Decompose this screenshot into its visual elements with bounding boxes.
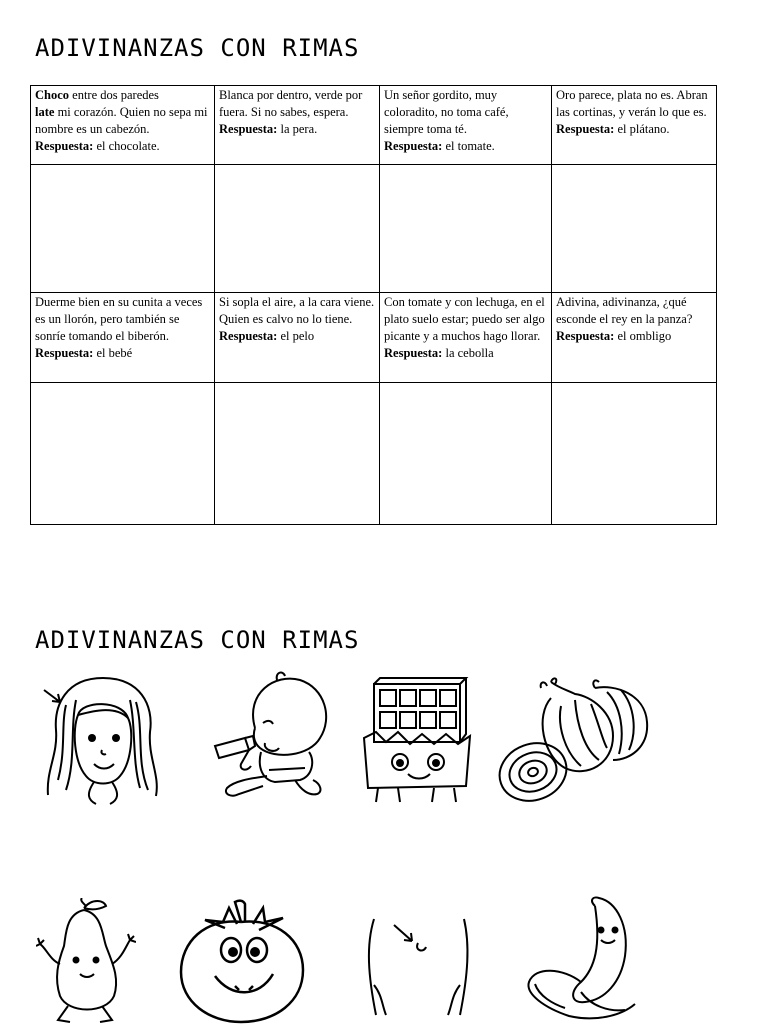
- riddle-cell-onion: [380, 293, 552, 383]
- answer-label: Respuesta:: [384, 139, 443, 153]
- riddles-table: [30, 85, 717, 525]
- drawing-cell[interactable]: [380, 383, 552, 525]
- riddle-bold-word: late: [35, 105, 55, 119]
- answer-text: el ombligo: [614, 329, 672, 343]
- riddle-cell-navel: [552, 293, 717, 383]
- drawing-cell[interactable]: [552, 165, 717, 293]
- answer-label: Respuesta:: [219, 122, 278, 136]
- riddle-cell-tomato: [380, 86, 552, 165]
- riddle-text: Oro parece, plata no es. Abran las cortinas, y verán lo que es.: [556, 88, 708, 119]
- answer-text: la pera.: [277, 122, 318, 136]
- answer-text: el bebé: [93, 346, 133, 360]
- drawing-cell[interactable]: [552, 383, 717, 525]
- answer-label: Respuesta:: [384, 346, 443, 360]
- answer-text: el plátano.: [614, 122, 670, 136]
- riddle-text: entre dos paredes: [69, 88, 159, 102]
- drawing-cell[interactable]: [215, 383, 380, 525]
- drawing-cell[interactable]: [380, 165, 552, 293]
- girl-hair-icon: [36, 670, 171, 805]
- riddle-text: Un señor gordito, muy coloradito, no toma café, siempre toma té.: [384, 88, 509, 136]
- riddle-bold-word: Choco: [35, 88, 70, 102]
- riddle-text: Duerme bien en su cunita a veces es un llorón, pero también se sonríe tomando el biberón.: [35, 295, 203, 343]
- pear-icon: [36, 898, 136, 1024]
- riddle-text: mi corazón. Quien no sepa mi nombre es un cabezón.: [35, 105, 208, 136]
- riddle-cell-banana: [552, 86, 717, 165]
- answer-text: el chocolate.: [93, 139, 160, 153]
- answer-label: Respuesta:: [556, 329, 615, 343]
- riddles-row: [31, 86, 717, 165]
- answer-text: la cebolla: [442, 346, 494, 360]
- drawing-row: [31, 383, 717, 525]
- drawing-cell[interactable]: [215, 165, 380, 293]
- drawing-row: [31, 165, 717, 293]
- answer-label: Respuesta:: [35, 139, 94, 153]
- riddle-cell-hair: [215, 293, 380, 383]
- riddle-text: Blanca por dentro, verde por fuera. Si no sabes, espera.: [219, 88, 363, 119]
- answer-label: Respuesta:: [35, 346, 94, 360]
- banana-icon: [525, 896, 645, 1022]
- riddle-cell-pear: [215, 86, 380, 165]
- answer-label: Respuesta:: [219, 329, 278, 343]
- riddle-cell-chocolate: [31, 86, 215, 165]
- riddles-row: [31, 293, 717, 383]
- drawing-cell[interactable]: [31, 165, 215, 293]
- page-title: ADIVINANZAS CON RIMAS: [35, 34, 360, 62]
- onions-icon: [495, 676, 655, 806]
- riddle-text: Adivina, adivinanza, ¿qué esconde el rey en la panza?: [556, 295, 693, 326]
- riddle-text: Con tomate y con lechuga, en el plato suelo estar; puedo ser algo picante y a muchos hago llorar.: [384, 295, 545, 343]
- answer-text: el pelo: [277, 329, 315, 343]
- tomato-icon: [175, 898, 310, 1024]
- answer-label: Respuesta:: [556, 122, 615, 136]
- baby-bottle-icon: [205, 668, 345, 803]
- drawing-cell[interactable]: [31, 383, 215, 525]
- section-title: ADIVINANZAS CON RIMAS: [35, 626, 360, 654]
- answer-text: el tomate.: [442, 139, 495, 153]
- riddle-cell-baby: [31, 293, 215, 383]
- riddle-text: Si sopla el aire, a la cara viene. Quien es calvo no lo tiene.: [219, 295, 375, 326]
- chocolate-bar-icon: [358, 676, 478, 806]
- belly-navel-icon: [356, 915, 476, 1024]
